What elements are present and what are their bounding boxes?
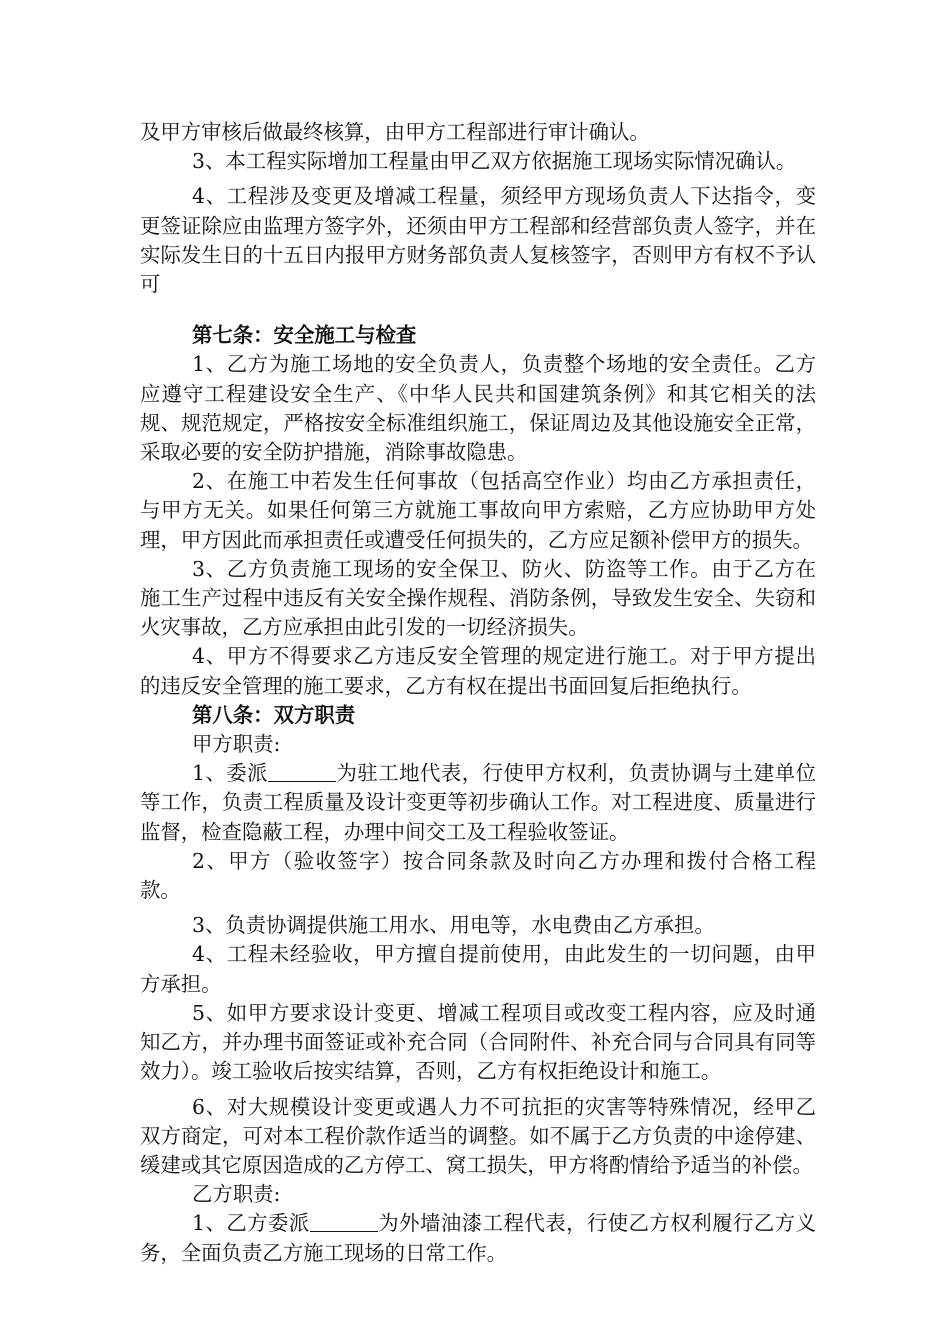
document-page [140,118,816,1268]
section-heading: 第八条：双方职责 [192,702,356,727]
paragraph: 3、本工程实际增加工程量由甲乙双方依据施工现场实际情况确认。 [192,149,797,174]
fill-in-blank-line [310,1211,378,1232]
paragraph-text-after: 为驻工地代表，行使甲方权利，负责协调与土建单位等工作，负责工程质量及设计变更等初步确认工作。对工程进度、质量进行监督，检查隐蔽工程，办理中间交工及工程验收签证。 [140,761,816,844]
paragraph-with-blank [140,1209,816,1267]
paragraph: 4、甲方不得要求乙方违反安全管理的规定进行施工。对于甲方提出的违反安全管理的施工要求，乙方有权在提出书面回复后拒绝执行。 [140,644,816,698]
paragraph: 4、工程未经验收，甲方擅自提前使用，由此发生的一切问题，由甲方承担。 [140,942,816,996]
paragraph: 1、乙方为施工场地的安全负责人，负责整个场地的安全责任。乙方应遵守工程建设安全生产、《中华人民共和国建筑条例》和其它相关的法规、规范规定，严格按安全标准组织施工，保证周边及其他设施安全正常，采取必要的安全防护措施，消除事故隐患。 [140,352,816,465]
paragraph-text-after: 为外墙油漆工程代表，行使乙方权利履行乙方义务，全面负责乙方施工现场的日常工作。 [140,1211,816,1265]
paragraph: 3、负责协调提供施工用水、用电等，水电费由乙方承担。 [192,913,715,938]
paragraph: 乙方职责: [192,1182,281,1207]
paragraph: 2、在施工中若发生任何事故（包括高空作业）均由乙方承担责任，与甲方无关。如果任何第三方就施工事故向甲方索赔，乙方应协助甲方处理，甲方因此而承担责任或遭受任何损失的，乙方应足额补偿甲方的损失。 [140,469,816,552]
paragraph: 6、对大规模设计变更或遇人力不可抗拒的灾害等特殊情况，经甲乙双方商定，可对本工程价款作适当的调整。如不属于乙方负责的中途停建、缓建或其它原因造成的乙方停工、窝工损失，甲方将酌情给予适当的补偿。 [140,1094,816,1177]
paragraph: 5、如甲方要求设计变更、增减工程项目或改变工程内容，应及时通知乙方，并办理书面签证或补充合同（合同附件、补充合同与合同具有同等效力）。竣工验收后按实结算，否则，乙方有权拒绝设计和施工。 [140,1000,816,1084]
paragraph: 3、乙方负责施工现场的安全保卫、防火、防盗等工作。由于乙方在施工生产过程中违反有关安全操作规程、消防条例，导致发生安全、失窃和火灾事故，乙方应承担由此引发的一切经济损失。 [140,556,816,640]
paragraph-text-before: 1、委派 [192,761,269,786]
paragraph: 2、甲方（验收签字）按合同条款及时向乙方办理和拨付合格工程款。 [140,848,816,903]
paragraph: 甲方职责: [192,732,281,757]
paragraph-with-blank [140,759,816,847]
paragraph: 4、工程涉及变更及增减工程量，须经甲方现场负责人下达指令，变更签证除应由监理方签字外，还须由甲方工程部和经营部负责人签字，并在实际发生日的十五日内报甲方财务部负责人复核签字，否则甲方有权不予认可 [140,184,816,297]
section-heading: 第七条：安全施工与检查 [192,323,417,348]
paragraph: 及甲方审核后做最终核算，由甲方工程部进行审计确认。 [140,120,650,144]
fill-in-blank-line [268,761,336,782]
paragraph-text-before: 1、乙方委派 [192,1211,310,1236]
